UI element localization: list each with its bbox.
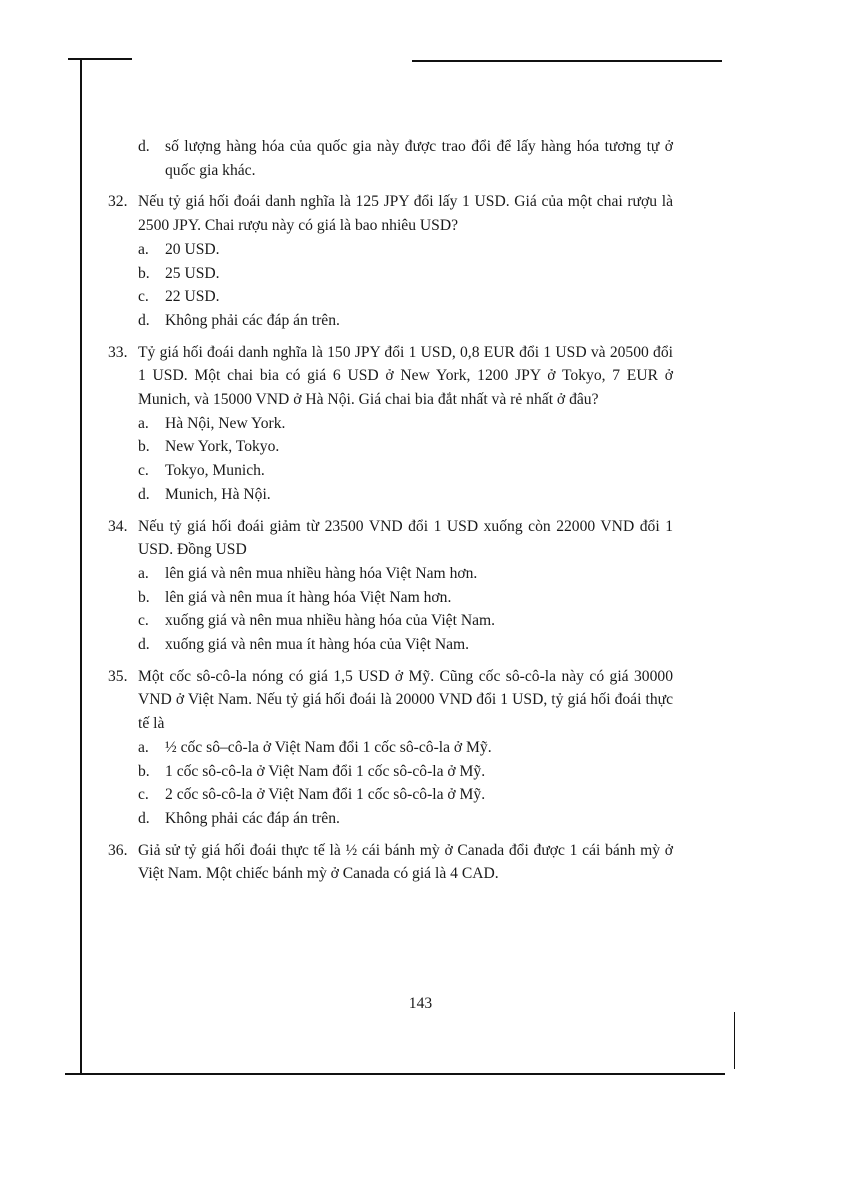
option-letter: c. [138, 462, 149, 480]
question-32 [108, 190, 673, 332]
answer-option [138, 309, 673, 333]
option-letter: c. [138, 612, 149, 630]
answer-option [138, 609, 673, 633]
option-text: Không phải các đáp án trên. [165, 311, 340, 329]
option-letter: d. [138, 809, 150, 827]
option-letter: b. [138, 438, 150, 456]
option-text: 2 cốc sô-cô-la ở Việt Nam đổi 1 cốc sô-cô-la ở Mỹ. [165, 786, 486, 804]
top-left-border-line [68, 58, 132, 60]
option-letter: b. [138, 264, 150, 282]
option-letter: b. [138, 588, 150, 606]
option-text: 25 USD. [165, 264, 220, 282]
question-stem: Giả sử tỷ giá hối đoái thực tế là ½ cái bánh mỳ ở Canada đổi được 1 cái bánh mỳ ở Việt Nam. Một chiếc bánh mỳ ở Canada có giá là 4 CAD. [138, 841, 673, 883]
option-letter: d. [138, 311, 150, 329]
option-letter: c. [138, 288, 149, 306]
option-text: xuống giá và nên mua nhiều hàng hóa của Việt Nam. [165, 612, 496, 630]
option-letter: a. [138, 564, 149, 582]
option-letter: a. [138, 738, 149, 756]
answer-option [138, 562, 673, 586]
option-text: ½ cốc sô–cô-la ở Việt Nam đổi 1 cốc sô-cô-la ở Mỹ. [165, 738, 492, 756]
option-text: Tokyo, Munich. [165, 462, 265, 480]
question-stem: Tỷ giá hối đoái danh nghĩa là 150 JPY đổi 1 USD, 0,8 EUR đổi 1 USD và 20500 đổi 1 USD. Một chai bia có giá 6 USD ở New York, 1200 JPY ở Tokyo, 7 EUR ở Munich, và 15000 VND ở Hà Nội. Giá chai bia đắt nhất và rẻ nhất ở đâu? [138, 343, 673, 409]
option-text: 22 USD. [165, 288, 220, 306]
question-number: 35. [108, 667, 128, 685]
answer-option [138, 483, 673, 507]
option-letter: a. [138, 240, 149, 258]
option-text: lên giá và nên mua nhiều hàng hóa Việt Nam hơn. [165, 564, 478, 582]
right-edge-line [734, 1012, 735, 1069]
continued-option [108, 135, 673, 182]
left-vertical-border-line [80, 58, 82, 1074]
question-36 [108, 839, 673, 886]
question-list [108, 190, 673, 886]
answer-option [138, 586, 673, 610]
option-text: số lượng hàng hóa của quốc gia này được trao đổi để lấy hàng hóa tương tự ở quốc gia khác. [165, 138, 673, 179]
answer-option [138, 435, 673, 459]
option-letter: d. [138, 485, 150, 503]
answer-option [138, 459, 673, 483]
question-number: 34. [108, 517, 128, 535]
answer-option [138, 807, 673, 831]
answer-option [138, 736, 673, 760]
question-number: 36. [108, 841, 128, 859]
option-text: Munich, Hà Nội. [165, 485, 271, 503]
option-letter: a. [138, 414, 149, 432]
question-34 [108, 515, 673, 657]
question-33 [108, 341, 673, 507]
page-content [108, 135, 673, 894]
question-35 [108, 665, 673, 831]
option-letter: d. [138, 636, 150, 654]
answer-option [138, 412, 673, 436]
answer-option [138, 262, 673, 286]
answer-option [138, 760, 673, 784]
question-stem: Một cốc sô-cô-la nóng có giá 1,5 USD ở Mỹ. Cũng cốc sô-cô-la này có giá 30000 VND ở Việt Nam. Nếu tỷ giá hối đoái là 20000 VND đổi 1 USD, tỷ giá hối đoái thực tế là [138, 667, 673, 733]
top-right-border-line [412, 60, 722, 62]
page-number: 143 [408, 995, 433, 1012]
question-stem: Nếu tỷ giá hối đoái danh nghĩa là 125 JPY đổi lấy 1 USD. Giá của một chai rượu là 2500 JPY. Chai rượu này có giá là bao nhiêu USD? [138, 193, 673, 235]
option-text: 1 cốc sô-cô-la ở Việt Nam đổi 1 cốc sô-cô-la ở Mỹ. [165, 762, 486, 780]
option-text: 20 USD. [165, 240, 220, 258]
question-stem: Nếu tỷ giá hối đoái giảm từ 23500 VND đổi 1 USD xuống còn 22000 VND đổi 1 USD. Đồng USD [138, 517, 673, 559]
option-text: Hà Nội, New York. [165, 414, 286, 432]
option-text: New York, Tokyo. [165, 438, 280, 456]
question-number: 33. [108, 343, 128, 361]
answer-option [138, 238, 673, 262]
option-text: Không phải các đáp án trên. [165, 809, 340, 827]
option-text: lên giá và nên mua ít hàng hóa Việt Nam hơn. [165, 588, 452, 606]
option-letter: d. [138, 138, 150, 155]
option-text: xuống giá và nên mua ít hàng hóa của Việt Nam. [165, 636, 470, 654]
answer-option [138, 633, 673, 657]
option-letter: c. [138, 786, 149, 804]
answer-option [138, 783, 673, 807]
question-number: 32. [108, 193, 128, 211]
answer-option [138, 285, 673, 309]
option-letter: b. [138, 762, 150, 780]
bottom-border-line [65, 1073, 725, 1075]
